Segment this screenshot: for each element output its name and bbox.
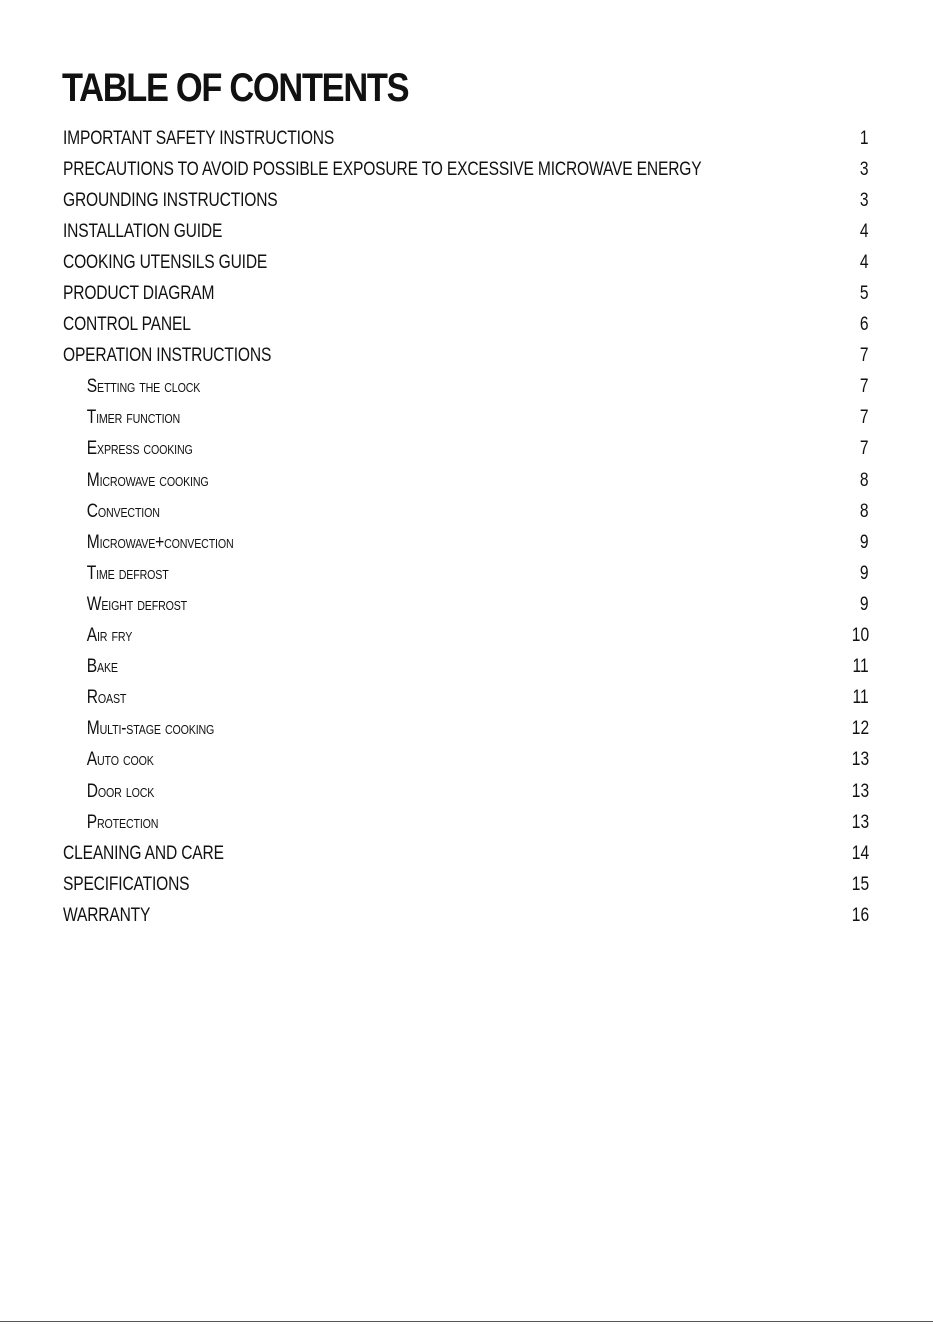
toc-subentry-weight-defrost[interactable] [63, 589, 869, 620]
toc-entry-page-number: 1 [860, 127, 869, 149]
toc-entry-page-number: 3 [860, 158, 869, 180]
toc-entry-product-diagram[interactable] [63, 278, 869, 309]
toc-subentry-multi-stage-cooking[interactable] [63, 714, 869, 745]
toc-entry-page-number: 9 [860, 531, 869, 553]
toc-entry-label: OPERATION INSTRUCTIONS [63, 345, 272, 367]
toc-entry-page-number: 9 [860, 593, 869, 615]
toc-entry-label: GROUNDING INSTRUCTIONS [63, 189, 278, 211]
toc-subentry-timer-function[interactable] [63, 403, 869, 434]
toc-entry-warranty[interactable] [63, 900, 869, 931]
toc-subentry-protection[interactable] [63, 807, 869, 838]
toc-entry-label: Auto cook [86, 749, 154, 771]
toc-entry-label: Door lock [86, 780, 155, 802]
toc-subentry-express-cooking[interactable] [63, 434, 869, 465]
toc-entry-precautions[interactable] [63, 154, 869, 185]
toc-subentry-setting-the-clock[interactable] [63, 372, 869, 403]
toc-entry-page-number: 11 [852, 687, 869, 709]
toc-entry-page-number: 7 [860, 345, 869, 367]
toc-entry-label: Air fry [86, 625, 133, 647]
toc-entry-page-number: 15 [851, 873, 869, 895]
table-of-contents [63, 123, 869, 931]
toc-entry-specifications[interactable] [63, 869, 869, 900]
toc-entry-label: CONTROL PANEL [63, 314, 191, 336]
toc-entry-label: Express cooking [86, 438, 193, 460]
toc-entry-label: CLEANING AND CARE [63, 842, 224, 864]
toc-entry-label: Timer function [86, 407, 181, 429]
toc-entry-page-number: 3 [860, 189, 869, 211]
toc-entry-label: Roast [86, 687, 127, 709]
toc-entry-page-number: 12 [851, 718, 869, 740]
toc-entry-label: Weight defrost [86, 593, 188, 615]
toc-entry-label: PRODUCT DIAGRAM [63, 283, 215, 305]
toc-entry-label: Microwave+convection [86, 531, 234, 553]
toc-entry-page-number: 11 [852, 656, 869, 678]
toc-entry-label: PRECAUTIONS TO AVOID POSSIBLE EXPOSURE TO EXCESSIVE MICROWAVE ENERGY [63, 158, 702, 180]
page-title: TABLE OF CONTENTS [62, 66, 409, 110]
toc-entry-label: Multi-stage cooking [86, 718, 215, 740]
toc-entry-page-number: 7 [860, 407, 869, 429]
toc-entry-installation-guide[interactable] [63, 216, 869, 247]
toc-entry-label: SPECIFICATIONS [63, 873, 190, 895]
toc-subentry-door-lock[interactable] [63, 776, 869, 807]
toc-entry-page-number: 8 [860, 500, 869, 522]
toc-entry-label: Time defrost [86, 562, 169, 584]
toc-entry-label: INSTALLATION GUIDE [63, 220, 223, 242]
toc-subentry-air-fry[interactable] [63, 621, 869, 652]
toc-entry-label: COOKING UTENSILS GUIDE [63, 251, 268, 273]
toc-entry-operation-instructions[interactable] [63, 341, 869, 372]
toc-entry-page-number: 4 [860, 220, 869, 242]
toc-entry-page-number: 10 [851, 625, 869, 647]
toc-entry-page-number: 16 [851, 904, 869, 926]
toc-entry-page-number: 13 [851, 780, 869, 802]
toc-entry-page-number: 7 [860, 376, 869, 398]
toc-entry-control-panel[interactable] [63, 310, 869, 341]
toc-entry-page-number: 5 [860, 283, 869, 305]
toc-subentry-bake[interactable] [63, 652, 869, 683]
toc-subentry-auto-cook[interactable] [63, 745, 869, 776]
toc-subentry-microwave-cooking[interactable] [63, 465, 869, 496]
toc-subentry-time-defrost[interactable] [63, 558, 869, 589]
toc-entry-page-number: 13 [851, 811, 869, 833]
toc-entry-label: WARRANTY [63, 904, 151, 926]
toc-entry-label: IMPORTANT SAFETY INSTRUCTIONS [63, 127, 335, 149]
toc-entry-label: Bake [86, 656, 118, 678]
toc-entry-page-number: 13 [851, 749, 869, 771]
toc-entry-label: Setting the clock [86, 376, 201, 398]
toc-entry-label: Convection [86, 500, 160, 522]
toc-entry-page-number: 8 [860, 469, 869, 491]
toc-entry-label: Protection [86, 811, 159, 833]
toc-entry-important-safety-instructions[interactable] [63, 123, 869, 154]
toc-entry-cooking-utensils-guide[interactable] [63, 247, 869, 278]
toc-subentry-convection[interactable] [63, 496, 869, 527]
toc-entry-page-number: 14 [851, 842, 869, 864]
toc-entry-label: Microwave cooking [86, 469, 209, 491]
page-bottom-divider [0, 1321, 933, 1322]
toc-entry-page-number: 7 [860, 438, 869, 460]
toc-entry-grounding-instructions[interactable] [63, 185, 869, 216]
toc-entry-page-number: 4 [860, 251, 869, 273]
toc-subentry-roast[interactable] [63, 683, 869, 714]
toc-entry-page-number: 6 [860, 314, 869, 336]
toc-subentry-microwave-convection[interactable] [63, 527, 869, 558]
toc-entry-page-number: 9 [860, 562, 869, 584]
toc-entry-cleaning-and-care[interactable] [63, 838, 869, 869]
